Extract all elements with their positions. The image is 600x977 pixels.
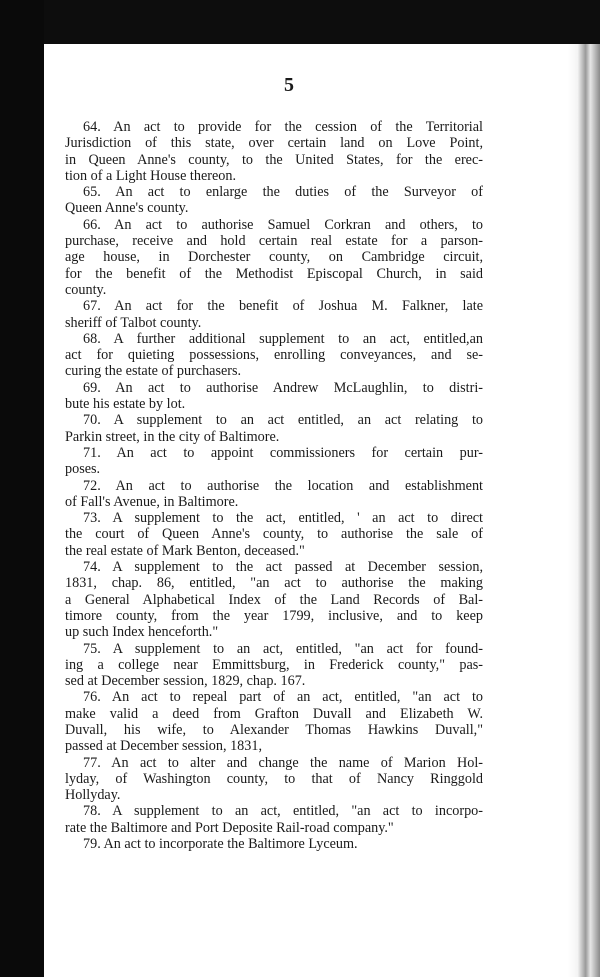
text-line: 78. A supplement to an act, entitled, "an act to incorpo- <box>83 803 483 820</box>
text-line: act for quieting possessions, enrolling conveyances, and se- <box>65 347 483 364</box>
act-entry <box>65 641 483 690</box>
text-line: 77. An act to alter and change the name of Marion Hol- <box>83 754 483 771</box>
text-line: 73. A supplement to the act, entitled, ' an act to direct <box>83 510 483 527</box>
text-line: passed at December session, 1831, <box>65 738 262 755</box>
text-line: tion of a Light House thereon. <box>65 167 236 184</box>
act-list <box>65 119 483 852</box>
text-line: Parkin street, in the city of Baltimore. <box>65 428 280 445</box>
text-line: 67. An act for the benefit of Joshua M. Falkner, late <box>83 298 483 315</box>
text-line: for the benefit of the Methodist Episcopal Church, in said <box>65 265 483 282</box>
text-line: sed at December session, 1829, chap. 167. <box>65 673 306 690</box>
text-line: of Fall's Avenue, in Baltimore. <box>65 493 239 510</box>
page-number: 5 <box>284 74 294 96</box>
text-line: 79. An act to incorporate the Baltimore Lyceum. <box>83 836 358 853</box>
act-entry <box>65 510 483 559</box>
text-line: 1831, chap. 86, entitled, "an act to authorise the making <box>65 575 483 592</box>
text-line: Queen Anne's county. <box>65 200 189 217</box>
act-entry <box>65 445 483 478</box>
text-line: in Queen Anne's county, to the United States, for the erec- <box>65 151 483 168</box>
act-entry <box>65 836 483 852</box>
text-line: the real estate of Mark Benton, deceased." <box>65 542 305 559</box>
text-line: ing a college near Emmittsburg, in Frederick county," pas- <box>65 656 483 673</box>
text-line: 71. An act to appoint commissioners for certain pur- <box>83 444 483 461</box>
act-entry <box>65 119 483 184</box>
act-entry <box>65 803 483 836</box>
text-line: 72. An act to authorise the location and establishment <box>83 477 483 494</box>
text-line: 75. A supplement to an act, entitled, "an act for found- <box>83 640 483 657</box>
text-line: 69. An act to authorise Andrew McLaughlin, to distri- <box>83 379 483 396</box>
text-line: Duvall, his wife, to Alexander Thomas Hawkins Duvall," <box>65 721 483 738</box>
text-line: the court of Queen Anne's county, to authorise the sale of <box>65 526 483 543</box>
text-line: curing the estate of purchasers. <box>65 363 242 380</box>
text-line: 76. An act to repeal part of an act, entitled, "an act to <box>83 689 483 706</box>
act-entry <box>65 478 483 511</box>
text-line: Hollyday. <box>65 787 121 804</box>
text-line: age house, in Dorchester county, on Cambridge circuit, <box>65 249 483 266</box>
page-edge <box>568 44 600 977</box>
text-line: poses. <box>65 461 101 478</box>
text-line: rate the Baltimore and Port Deposite Rail-road company." <box>65 819 394 836</box>
act-entry <box>65 217 483 298</box>
text-line: lyday, of Washington county, to that of Nancy Ringgold <box>65 770 483 787</box>
text-line: purchase, receive and hold certain real estate for a parson- <box>65 233 483 250</box>
text-line: make valid a deed from Grafton Duvall and Elizabeth W. <box>65 705 483 722</box>
text-line: bute his estate by lot. <box>65 396 186 413</box>
act-entry <box>65 184 483 217</box>
act-entry <box>65 380 483 413</box>
text-line: timore county, from the year 1799, inclusive, and to keep <box>65 607 483 624</box>
act-entry <box>65 689 483 754</box>
text-line: a General Alphabetical Index of the Land Records of Bal- <box>65 591 483 608</box>
text-line: 66. An act to authorise Samuel Corkran and others, to <box>83 216 483 233</box>
text-line: 65. An act to enlarge the duties of the Surveyor of <box>83 184 483 201</box>
text-line: county. <box>65 281 107 298</box>
act-entry <box>65 298 483 331</box>
text-line: 70. A supplement to an act entitled, an act relating to <box>83 412 483 429</box>
scan-top-border <box>0 0 600 44</box>
act-entry <box>65 331 483 380</box>
text-line: Jurisdiction of this state, over certain land on Love Point, <box>65 135 483 152</box>
text-line: 74. A supplement to the act passed at December session, <box>83 559 483 576</box>
act-entry <box>65 559 483 640</box>
text-line: up such Index henceforth." <box>65 624 219 641</box>
act-entry <box>65 755 483 804</box>
text-line: 68. A further additional supplement to an act, entitled,an <box>83 330 483 347</box>
text-line: 64. An act to provide for the cession of the Territorial <box>83 119 483 135</box>
act-entry <box>65 412 483 445</box>
scan-left-border <box>0 0 44 977</box>
text-line: sheriff of Talbot county. <box>65 314 202 331</box>
